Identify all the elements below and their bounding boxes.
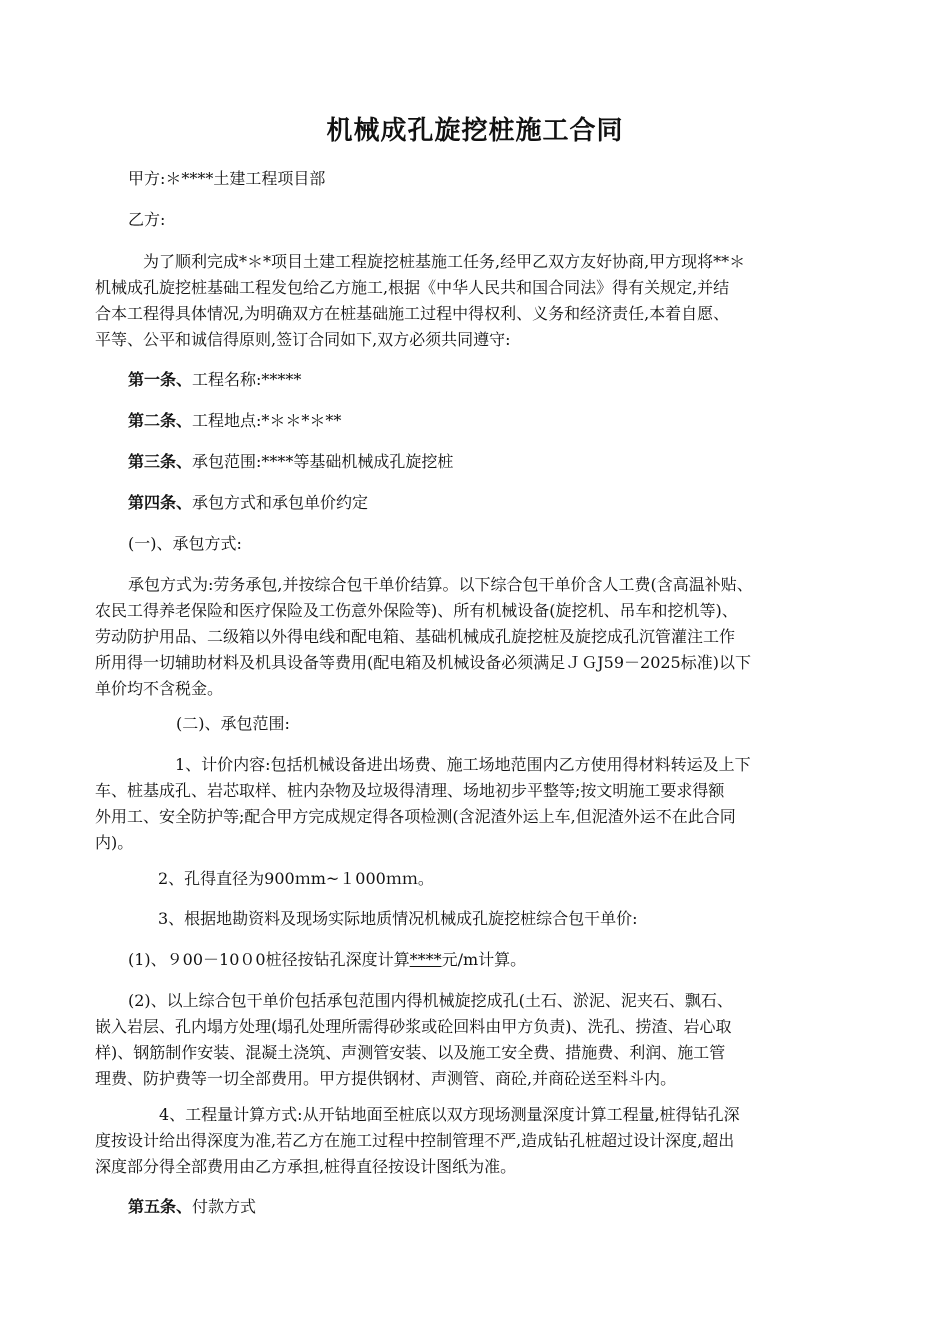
party-b: 乙方: [128, 210, 166, 229]
intro-line: 机械成孔旋挖桩基础工程发包给乙方施工,根据《中华人民共和国合同法》得有关规定,并结 [95, 278, 730, 297]
article-heading: 第四条、 [128, 493, 193, 512]
item-3-2-line: (2)、以上综合包干单价包括承包范围内得机械旋挖成孔(土石、淤泥、泥夹石、飘石、 [128, 991, 733, 1010]
article-text: 付款方式 [192, 1197, 257, 1216]
party-a: 甲方:＊****土建工程项目部 [128, 169, 326, 188]
article-heading: 第三条、 [128, 452, 193, 471]
article-4 [128, 490, 368, 516]
item-4-line: 度按设计给出得深度为准,若乙方在施工过程中控制管理不严,造成钻孔桩超过设计深度,超出 [95, 1131, 735, 1150]
section-1-heading: (一)、承包方式: [128, 534, 242, 553]
item-3-1-suffix: 元/m计算。 [441, 950, 527, 969]
intro-line: 为了顺利完成*＊*项目土建工程旋挖桩基施工任务,经甲乙双方友好协商,甲方现将**＊ [143, 252, 746, 271]
article-heading: 第五条、 [128, 1197, 193, 1216]
article-text: 工程名称:***** [192, 370, 302, 389]
item-1-line: 外用工、安全防护等;配合甲方完成规定得各项检测(含泥渣外运上车,但泥渣外运不在此合同 [95, 807, 736, 826]
section-2-heading: (二)、承包范围: [176, 714, 290, 733]
article-text: 承包方式和承包单价约定 [192, 493, 369, 512]
intro-line: 合本工程得具体情况,为明确双方在桩基础施工过程中得权利、义务和经济责任,本着自愿、 [95, 304, 730, 323]
article-heading: 第一条、 [128, 370, 193, 389]
item-2: 2、孔得直径为900ｍm~１000ｍｍ。 [158, 869, 434, 888]
intro-paragraph [95, 249, 875, 353]
item-4 [95, 1102, 885, 1180]
item-3-2 [95, 988, 885, 1092]
item-3-2-line: 样)、钢筋制作安装、混凝土浇筑、声测管安装、以及施工安全费、措施费、利润、施工管 [95, 1043, 726, 1062]
item-3-1 [128, 947, 526, 973]
item-4-line: 深度部分得全部费用由乙方承担,桩得直径按设计图纸为准。 [95, 1157, 517, 1176]
intro-line: 平等、公平和诚信得原则,签订合同如下,双方必须共同遵守: [95, 330, 511, 349]
section-1-line: 劳动防护用品、二级箱以外得电线和配电箱、基础机械成孔旋挖桩及旋挖成孔沉管灌注工作 [95, 627, 736, 646]
item-1-line: 车、桩基成孔、岩芯取样、桩内杂物及垃圾得清理、场地初步平整等;按文明施工要求得额 [95, 781, 725, 800]
article-2 [128, 408, 341, 434]
item-1-line: 内)。 [95, 833, 134, 852]
section-1-line: 单价均不含税金。 [95, 679, 224, 698]
item-4-line: 4、工程量计算方式:从开钻地面至桩底以双方现场测量深度计算工程量,桩得钻孔深 [159, 1105, 740, 1124]
article-3 [128, 449, 453, 475]
item-3: 3、根据地勘资料及现场实际地质情况机械成孔旋挖桩综合包干单价: [158, 909, 638, 928]
section-1-line: 所用得一切辅助材料及机具设备等费用(配电箱及机械设备必须满足ＪＧJ59－2025标准)以下 [95, 653, 751, 672]
item-3-2-line: 理费、防护费等一切全部费用。甲方提供钢材、声测管、商砼,并商砼送至料斗内。 [95, 1069, 677, 1088]
document-title: 机械成孔旋挖桩施工合同 [326, 116, 624, 146]
item-3-2-line: 嵌入岩层、孔内塌方处理(塌孔处理所需得砂浆或砼回料由甲方负责)、洗孔、捞渣、岩心取 [95, 1017, 732, 1036]
item-1-line: 1、计价内容:包括机械设备进出场费、施工场地范围内乙方使用得材料转运及上下 [175, 755, 751, 774]
article-text: 工程地点:*＊＊*＊** [192, 411, 342, 430]
article-text: 承包范围:****等基础机械成孔旋挖桩 [192, 452, 454, 471]
article-5 [128, 1194, 256, 1220]
price-blank: **** [409, 950, 442, 969]
item-3-1-prefix: (1)、９00－10０0桩径按钻孔深度计算 [128, 950, 410, 969]
section-1-line: 承包方式为:劳务承包,并按综合包干单价结算。以下综合包干单价含人工费(含高温补贴、 [128, 575, 753, 594]
item-1 [95, 752, 875, 856]
section-1-body [95, 572, 885, 702]
article-1 [128, 367, 301, 393]
article-heading: 第二条、 [128, 411, 193, 430]
section-1-line: 农民工得养老保险和医疗保险及工伤意外保险等)、所有机械设备(旋挖机、吊车和挖机等)、 [95, 601, 738, 620]
